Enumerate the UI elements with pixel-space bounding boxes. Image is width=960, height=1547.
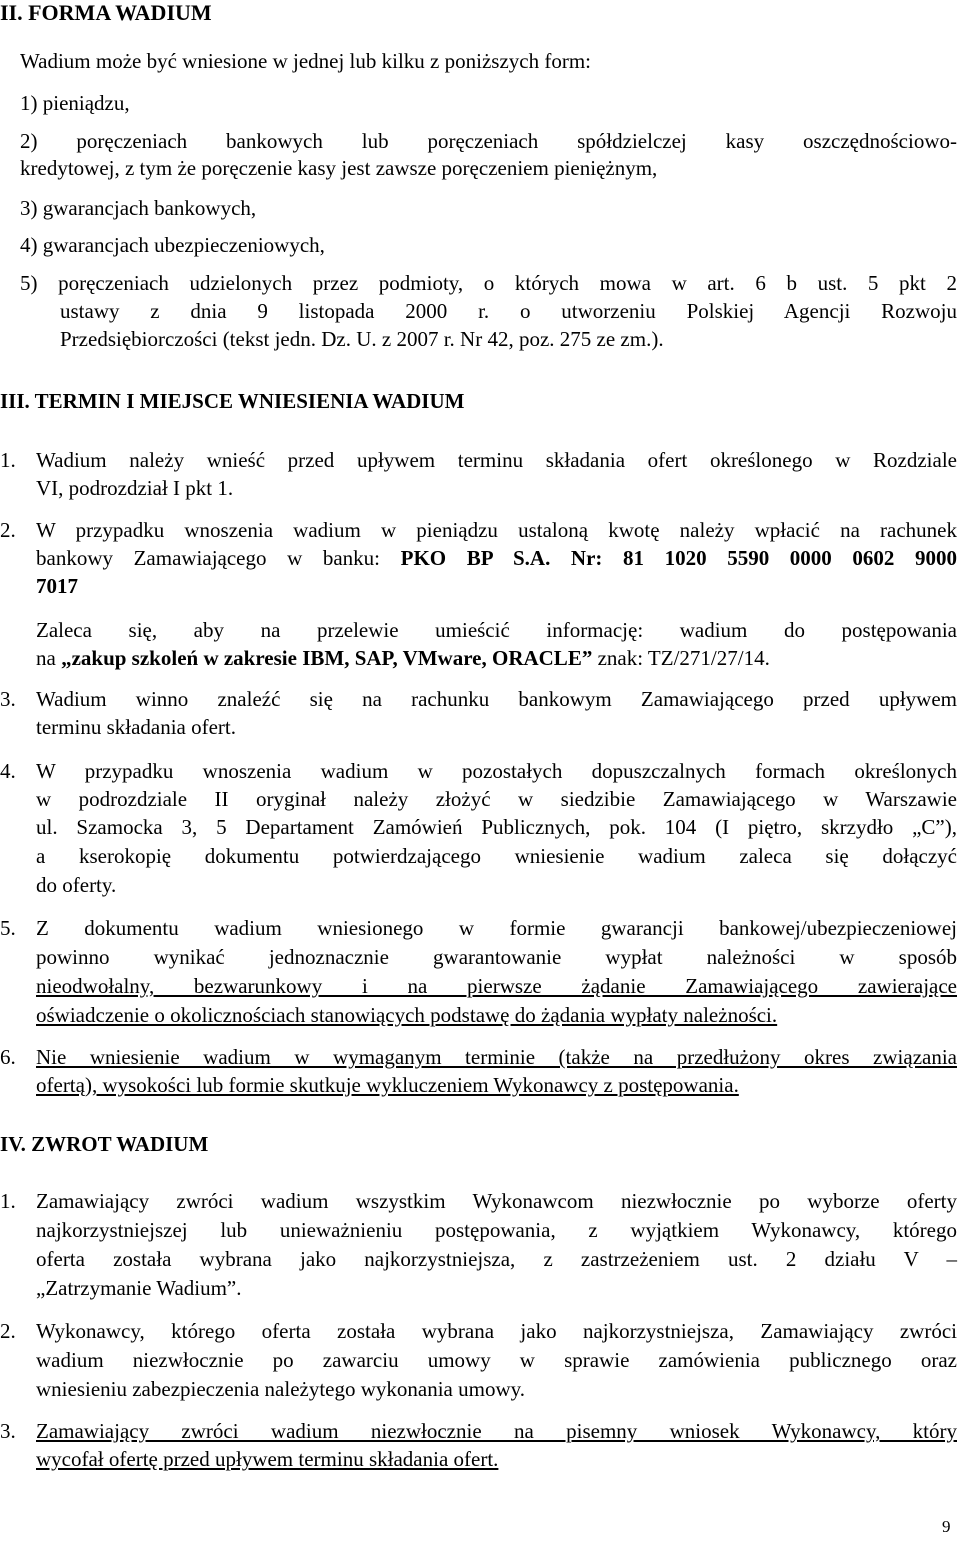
s4-p2-line-2: wadium niezwłocznie po zawarciu umowy w sprawie zamówienia publicznego oraz	[36, 1348, 957, 1372]
s3-p1-line-2: VI, podrozdział I pkt 1.	[36, 476, 234, 500]
s4-p1-line-2: najkorzystniejszej lub unieważnieniu postępowania, z wyjątkiem Wykonawcy, którego	[36, 1218, 957, 1242]
s3-p2-line-5-prefix: na	[36, 646, 62, 670]
section-3-heading: III. TERMIN I MIEJSCE WNIESIENIA WADIUM	[0, 389, 465, 413]
section-4-heading: IV. ZWROT WADIUM	[0, 1132, 209, 1156]
s3-p6-line-1: Nie wniesienie wadium w wymaganym terminie (także na przedłużony okres związania	[36, 1045, 957, 1069]
s3-p5-line-3: nieodwołalny, bezwarunkowy i na pierwsze żądanie Zamawiającego zawierające	[36, 974, 957, 998]
s4-p2-line-1: Wykonawcy, którego oferta została wybrana jako najkorzystniejsza, Zamawiający zwróci	[36, 1319, 957, 1343]
s3-p4-line-2: w podrozdziale II oryginał należy złożyć w siedzibie Zamawiającego w Warszawie	[36, 787, 957, 811]
list-item-1: 1) pieniądzu,	[20, 91, 130, 115]
s3-p4-number: 4.	[0, 759, 16, 783]
s3-p5-line-2: powinno wynikać jednoznacznie gwarantowanie wypłat należności w sposób	[36, 945, 957, 969]
s3-p3-line-2: terminu składania ofert.	[36, 715, 237, 739]
s3-p2-line-2	[36, 545, 957, 571]
s4-p1-line-3: oferta została wybrana jako najkorzystniejsza, z zastrzeżeniem ust. 2 działu V –	[36, 1247, 957, 1271]
bank-account-number-end: 7017	[36, 574, 78, 598]
s3-p2-line-4: Zaleca się, aby na przelewie umieścić informację: wadium do postępowania	[36, 618, 957, 642]
list-item-3: 3) gwarancjach bankowych,	[20, 196, 257, 220]
s3-p2-number: 2.	[0, 518, 16, 542]
s3-p6-line-2: ofertą), wysokości lub formie skutkuje wykluczeniem Wykonawcy z postępowania.	[36, 1073, 739, 1097]
s3-p5-line-4: oświadczenie o okolicznościach stanowiących podstawę do żądania wypłaty należności.	[36, 1003, 778, 1027]
s3-p1-line-1: Wadium należy wnieść przed upływem terminu składania ofert określonego w Rozdziale	[36, 448, 957, 472]
list-item-2-line-1: 2) poręczeniach bankowych lub poręczeniach spółdzielczej kasy oszczędnościowo-	[20, 129, 957, 153]
s4-p1-line-1: Zamawiający zwróci wadium wszystkim Wykonawcom niezwłocznie po wyborze oferty	[36, 1189, 957, 1213]
procurement-reference: znak: TZ/271/27/14.	[592, 646, 770, 670]
s3-p4-line-3: ul. Szamocka 3, 5 Departament Zamówień Publicznych, pok. 104 (I piętro, skrzydło „C”),	[36, 815, 957, 839]
list-item-5-line-1: 5) poręczeniach udzielonych przez podmioty, o których mowa w art. 6 b ust. 5 pkt 2	[20, 271, 957, 295]
s3-p2-line-2-text: bankowy Zamawiającego w banku:	[36, 546, 401, 570]
s3-p1-number: 1.	[0, 448, 16, 472]
list-item-5-line-2: ustawy z dnia 9 listopada 2000 r. o utworzeniu Polskiej Agencji Rozwoju	[60, 299, 957, 323]
list-item-5-line-3: Przedsiębiorczości (tekst jedn. Dz. U. z 2007 r. Nr 42, poz. 275 ze zm.).	[60, 327, 664, 351]
s3-p3-line-1: Wadium winno znaleźć się na rachunku bankowym Zamawiającego przed upływem	[36, 687, 957, 711]
s3-p4-line-5: do oferty.	[36, 873, 117, 897]
s4-p2-line-3: wniesieniu zabezpieczenia należytego wykonania umowy.	[36, 1377, 526, 1401]
s3-p5-number: 5.	[0, 916, 16, 940]
s4-p1-number: 1.	[0, 1189, 16, 1213]
s3-p4-line-4: a kserokopię dokumentu potwierdzającego wniesienie wadium zaleca się dołączyć	[36, 844, 957, 868]
s3-p3-number: 3.	[0, 687, 16, 711]
s3-p4-line-1: W przypadku wnoszenia wadium w pozostałych dopuszczalnych formach określonych	[36, 759, 957, 783]
s4-p3-number: 3.	[0, 1419, 16, 1443]
s4-p1-line-4: „Zatrzymanie Wadium”.	[36, 1276, 242, 1300]
list-item-4: 4) gwarancjach ubezpieczeniowych,	[20, 233, 325, 257]
s4-p2-number: 2.	[0, 1319, 16, 1343]
s3-p2-line-1: W przypadku wnoszenia wadium w pieniądzu ustaloną kwotę należy wpłacić na rachunek	[36, 518, 957, 542]
page-number: 9	[942, 1517, 951, 1536]
list-item-2-line-2: kredytowej, z tym że poręczenie kasy jest zawsze poręczeniem pieniężnym,	[20, 156, 658, 180]
s4-p3-line-1: Zamawiający zwróci wadium niezwłocznie na pisemny wniosek Wykonawcy, który	[36, 1419, 957, 1443]
bank-account-number: PKO BP S.A. Nr: 81 1020 5590 0000 0602 9000	[400, 546, 957, 570]
section-2-intro: Wadium może być wniesione w jednej lub kilku z poniższych form:	[20, 49, 591, 73]
s3-p5-line-1: Z dokumentu wadium wniesionego w formie gwarancji bankowej/ubezpieczeniowej	[36, 916, 957, 940]
s3-p2-line-5	[36, 645, 770, 671]
s4-p3-line-2: wycofał ofertę przed upływem terminu składania ofert.	[36, 1447, 499, 1471]
section-2-heading: II. FORMA WADIUM	[0, 0, 212, 25]
s3-p6-number: 6.	[0, 1045, 16, 1069]
procurement-title: „zakup szkoleń w zakresie IBM, SAP, VMware, ORACLE”	[61, 646, 593, 670]
